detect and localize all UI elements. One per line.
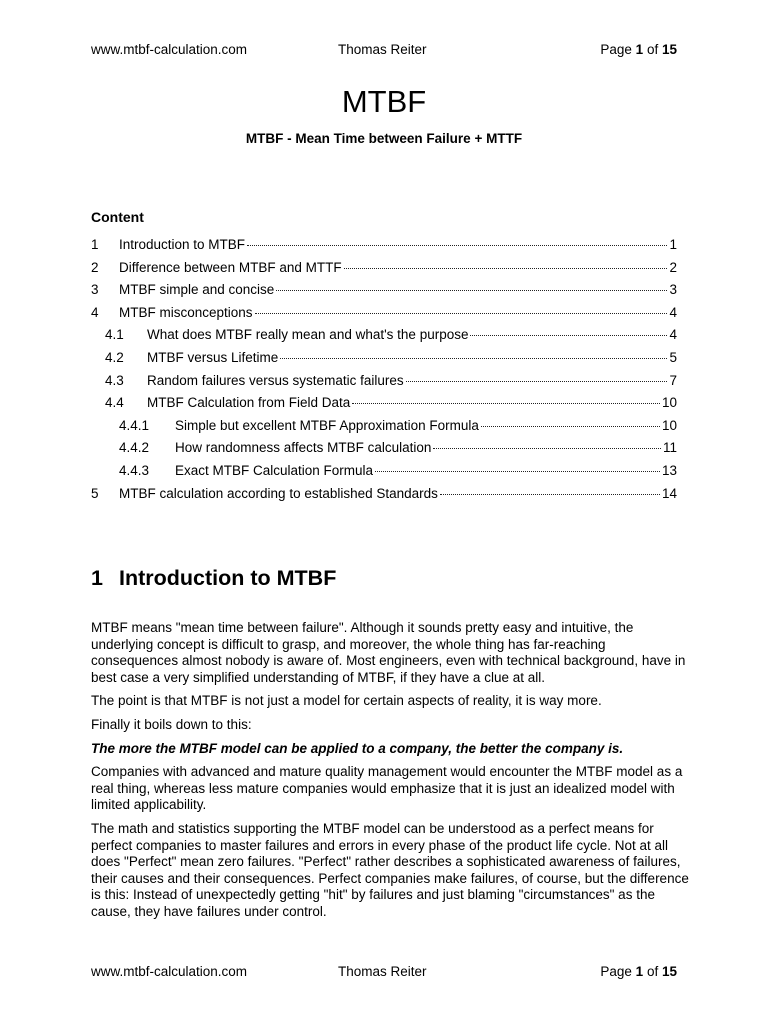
table-of-contents [91,234,677,505]
page-header [91,42,677,60]
toc-entry[interactable]: 2 Difference between MTBF and MTTF 2 [91,257,677,280]
document-subtitle: MTBF - Mean Time between Failure + MTTF [245,131,523,146]
paragraph: Companies with advanced and mature quality management would encounter the MTBF model as a real thing, whereas less mature companies would emphasize that it is just an idealized model with limited applicability. [91,764,683,813]
paragraph: The point is that MTBF is not just a model for certain aspects of reality, it is way more. [91,693,602,709]
toc-entry[interactable]: 4.4.2 How randomness affects MTBF calculation 11 [91,437,677,460]
paragraph: Finally it boils down to this: [91,716,252,732]
paragraph: The math and statistics supporting the MTBF model can be understood as a perfect means for perfect companies to master failures and errors in every phase of the product life cycle. Not at all does "Perfect" mean zero failures. "Perfect" rather describes a sophisticated awareness of failures, their causes and their consequences. Perfect companies make failures, of course, but the difference is this: Instead of unexpectedly getting "hit" by failures and just blaming "circumstances" as the cause, they have failures under control. [91,820,689,919]
footer-author: Thomas Reiter [338,964,427,979]
footer-site-url: www.mtbf-calculation.com [91,964,248,979]
toc-entry[interactable]: 4.4 MTBF Calculation from Field Data 10 [91,392,677,415]
toc-entry[interactable]: 4 MTBF misconceptions 4 [91,302,677,325]
document-title: MTBF [341,84,427,119]
paragraph: MTBF means "mean time between failure". Although it sounds pretty easy and intuitive, the underlying concept is difficult to grasp, and moreover, the whole thing has far-reaching consequences almost nobody is aware of. Most engineers, even with technical background, have in best case a very simplified understanding of MTBF, if they have a clue at all. [91,620,686,685]
toc-entry[interactable]: 4.2 MTBF versus Lifetime 5 [91,347,677,370]
footer-page-number: Page 1 of 15 [600,964,677,979]
toc-entry[interactable]: 4.1 What does MTBF really mean and what's the purpose 4 [91,324,677,347]
toc-entry[interactable]: 4.4.1 Simple but excellent MTBF Approximation Formula 10 [91,415,677,438]
section-body [91,620,691,928]
header-site-url: www.mtbf-calculation.com [91,42,248,57]
toc-entry[interactable]: 4.3 Random failures versus systematic failures 7 [91,370,677,393]
toc-entry[interactable]: 1 Introduction to MTBF 1 [91,234,677,257]
toc-entry[interactable]: 5 MTBF calculation according to established Standards 14 [91,483,677,506]
toc-heading: Content [91,209,144,225]
page-footer [91,964,677,982]
header-author: Thomas Reiter [338,42,427,57]
toc-entry[interactable]: 4.4.3 Exact MTBF Calculation Formula 13 [91,460,677,483]
toc-entry[interactable]: 3 MTBF simple and concise 3 [91,279,677,302]
header-page-number: Page 1 of 15 [600,42,677,57]
section-heading: 1 Introduction to MTBF [91,566,337,590]
emphasis-paragraph: The more the MTBF model can be applied to a company, the better the company is. [91,740,624,756]
